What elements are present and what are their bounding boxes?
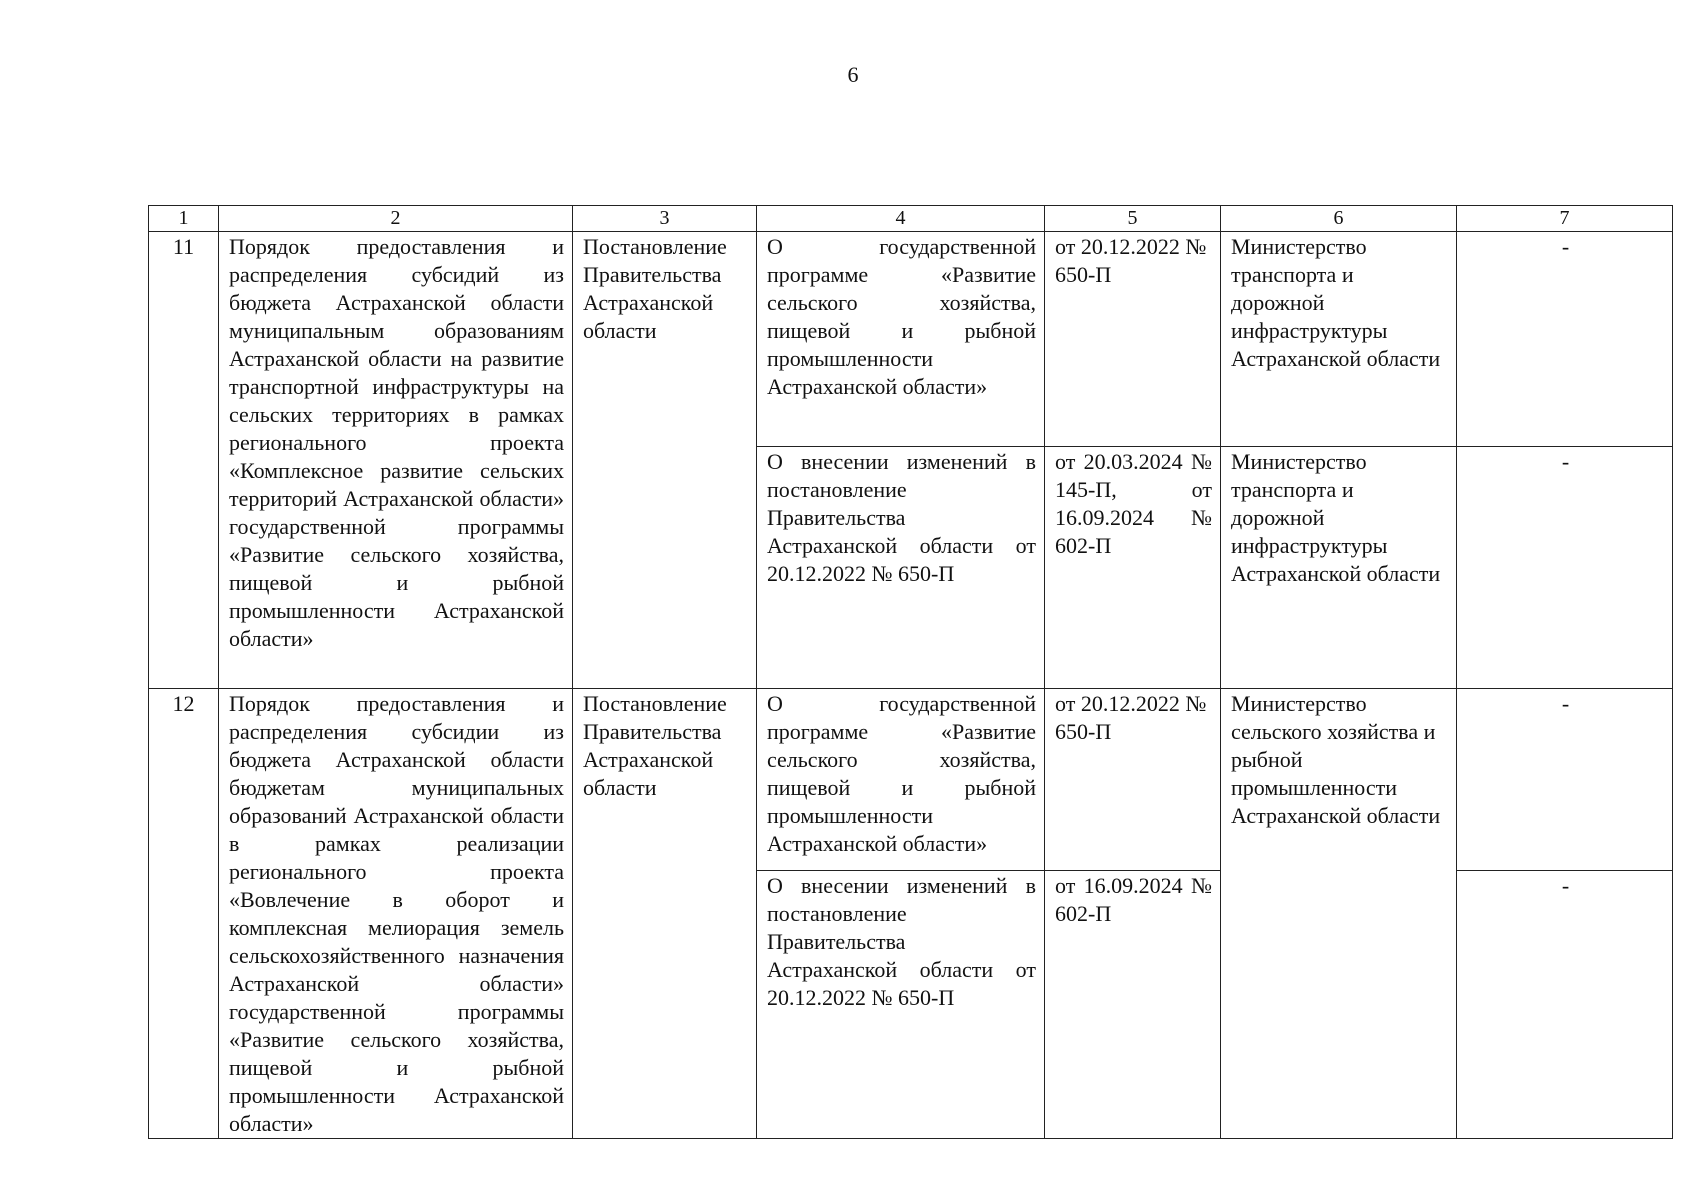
table-header-row (149, 206, 1673, 232)
act-title: О государственной программе «Развитие сельского хозяйства, пищевой и рыбной промышленности Астраханской области» (757, 689, 1045, 871)
column-header-2: 2 (219, 206, 573, 232)
act-title: О внесении изменений в постановление Правительства Астраханской области от 20.12.2022 № 650-П (757, 447, 1045, 689)
column-header-6: 6 (1221, 206, 1457, 232)
column-header-7: 7 (1457, 206, 1673, 232)
ministry: Министерство сельского хозяйства и рыбной промышленности Астраханской области (1221, 689, 1457, 1139)
document-table (148, 205, 1673, 1139)
table-row (149, 232, 1673, 447)
note: - (1457, 871, 1673, 1139)
note: - (1457, 232, 1673, 447)
act-date: от 20.12.2022 № 650-П (1045, 232, 1221, 447)
act-type: Постановление Правительства Астраханской области (573, 232, 757, 689)
act-date: от 20.12.2022 № 650-П (1045, 689, 1221, 871)
column-header-3: 3 (573, 206, 757, 232)
ministry: Министерство транспорта и дорожной инфраструктуры Астраханской области (1221, 232, 1457, 447)
row-number: 12 (149, 689, 219, 1139)
column-header-4: 4 (757, 206, 1045, 232)
row-number: 11 (149, 232, 219, 689)
act-type: Постановление Правительства Астраханской области (573, 689, 757, 1139)
document-name: Порядок предоставления и распределения субсидии из бюджета Астраханской области бюджетам муниципальных образований Астраханской области в рамках реализации регионального проекта «Вовлечение в оборот и комплексная мелиорация земель сельскохозяйственного назначения Астраханской области» государственной программы «Развитие сельского хозяйства, пищевой и рыбной промышленности Астраханской области» (219, 689, 573, 1139)
column-header-1: 1 (149, 206, 219, 232)
act-date: от 20.03.2024 № 145-П, от 16.09.2024 № 602-П (1045, 447, 1221, 689)
act-date: от 16.09.2024 № 602-П (1045, 871, 1221, 1139)
act-title: О внесении изменений в постановление Правительства Астраханской области от 20.12.2022 № 650-П (757, 871, 1045, 1139)
document-name: Порядок предоставления и распределения субсидий из бюджета Астраханской области муниципальным образованиям Астраханской области на развитие транспортной инфраструктуры на сельских территориях в рамках регионального проекта «Комплексное развитие сельских территорий Астраханской области» государственной программы «Развитие сельского хозяйства, пищевой и рыбной промышленности Астраханской области» (219, 232, 573, 689)
column-header-5: 5 (1045, 206, 1221, 232)
note: - (1457, 447, 1673, 689)
act-title: О государственной программе «Развитие сельского хозяйства, пищевой и рыбной промышленности Астраханской области» (757, 232, 1045, 447)
table-row (149, 689, 1673, 871)
ministry: Министерство транспорта и дорожной инфраструктуры Астраханской области (1221, 447, 1457, 689)
note: - (1457, 689, 1673, 871)
page-number: 6 (847, 62, 859, 87)
